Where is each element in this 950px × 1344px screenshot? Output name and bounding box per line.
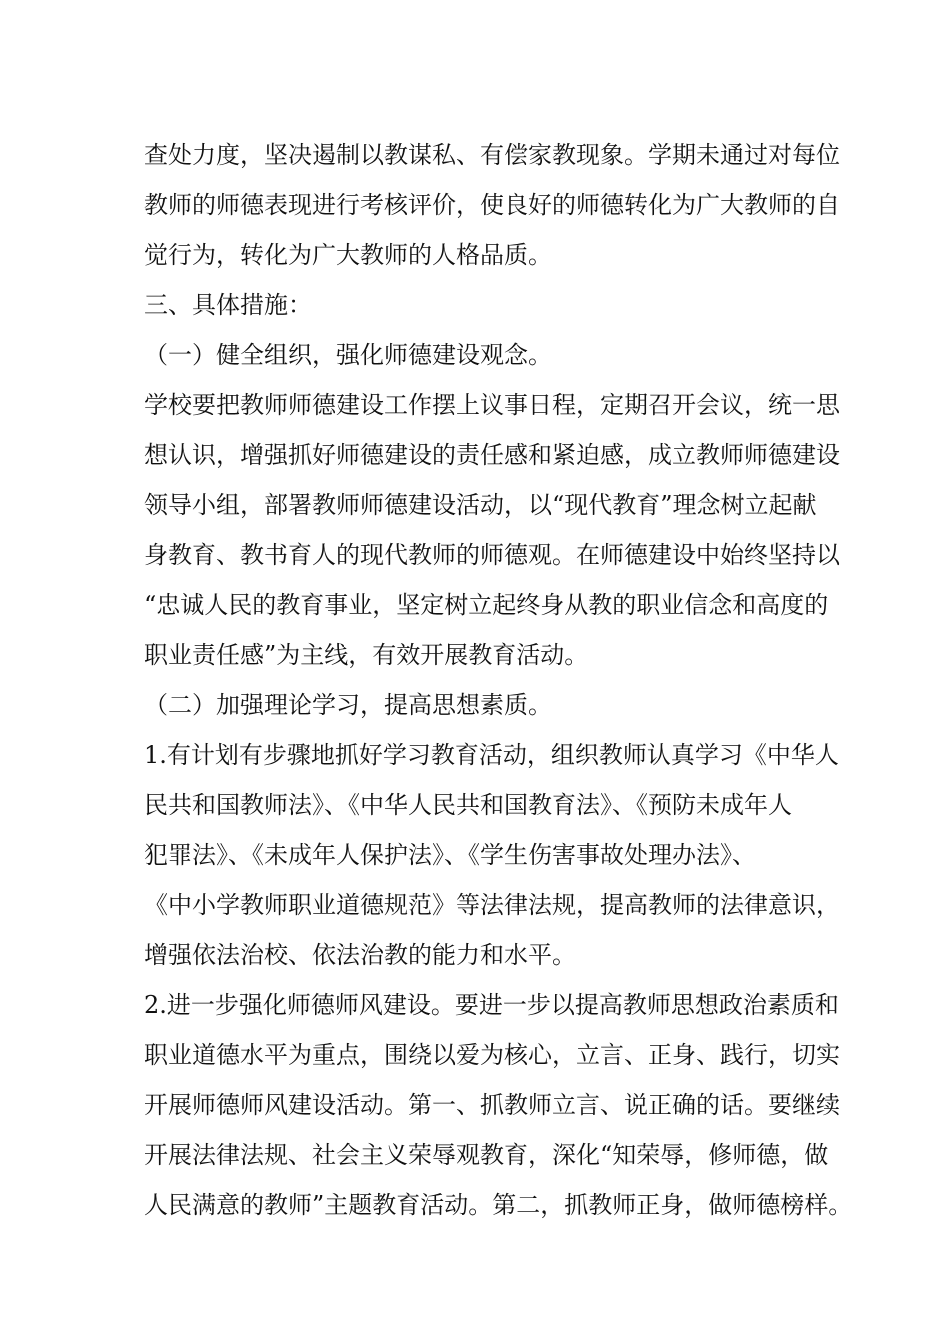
text-line: 身教育、教书育人的现代教师的师德观。在师德建设中始终坚持以 bbox=[144, 541, 840, 569]
text-line: 想认识，增强抓好师德建设的责任感和紧迫感，成立教师师德建设 bbox=[144, 441, 840, 469]
text-line: 查处力度，坚决遏制以教谋私、有偿家教现象。学期未通过对每位 bbox=[144, 141, 840, 169]
section-heading: 三、具体措施： bbox=[144, 291, 312, 319]
text-line: “忠诚人民的教育事业，坚定树立起终身从教的职业信念和高度的 bbox=[144, 591, 829, 619]
text-line: 人民满意的教师”主题教育活动。第二，抓教师正身，做师德榜样。 bbox=[144, 1191, 853, 1219]
document-body bbox=[144, 130, 853, 1230]
text-line: 觉行为，转化为广大教师的人格品质。 bbox=[144, 241, 552, 269]
text-line: 教师的师德表现进行考核评价，使良好的师德转化为广大教师的自 bbox=[144, 191, 840, 219]
text-line: 《中小学教师职业道德规范》等法律法规，提高教师的法律意识， bbox=[144, 891, 840, 919]
text-line: 开展师德师风建设活动。第一、抓教师立言、说正确的话。要继续 bbox=[144, 1091, 840, 1119]
text-line: 民共和国教师法》、《中华人民共和国教育法》、《预防未成年人 bbox=[144, 791, 792, 819]
text-line: 犯罪法》、《未成年人保护法》、《学生伤害事故处理办法》、 bbox=[144, 841, 756, 869]
text-line: 增强依法治校、依法治教的能力和水平。 bbox=[144, 941, 576, 969]
text-line: 1.有计划有步骤地抓好学习教育活动，组织教师认真学习《中华人 bbox=[144, 741, 839, 769]
text-line: 领导小组，部署教师师德建设活动，以“现代教育”理念树立起献 bbox=[144, 491, 817, 519]
text-line: 职业道德水平为重点，围绕以爱为核心，立言、正身、践行，切实 bbox=[144, 1041, 840, 1069]
subsection-heading: （二）加强理论学习，提高思想素质。 bbox=[144, 691, 552, 719]
text-line: 开展法律法规、社会主义荣辱观教育，深化“知荣辱，修师德，做 bbox=[144, 1141, 829, 1169]
text-line: 2.进一步强化师德师风建设。要进一步以提高教师思想政治素质和 bbox=[144, 991, 839, 1019]
text-line: 职业责任感”为主线，有效开展教育活动。 bbox=[144, 641, 589, 669]
subsection-heading: （一）健全组织，强化师德建设观念。 bbox=[144, 341, 552, 369]
text-line: 学校要把教师师德建设工作摆上议事日程，定期召开会议，统一思 bbox=[144, 391, 840, 419]
